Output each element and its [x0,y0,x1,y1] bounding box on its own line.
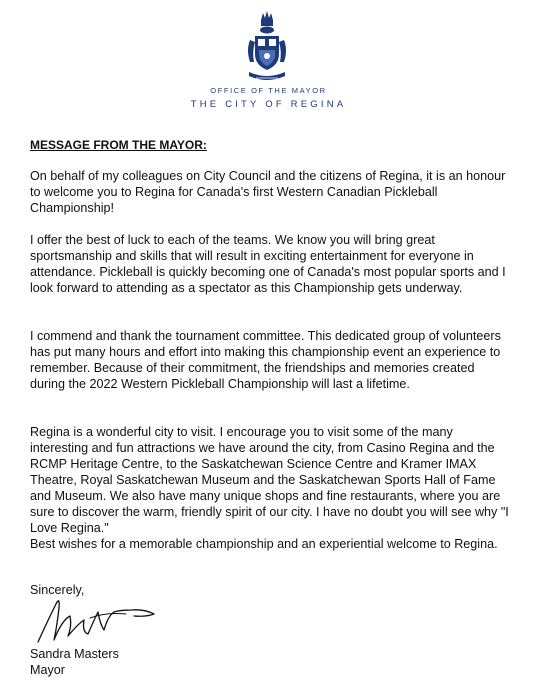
closing-text: Sincerely, [30,583,85,597]
letter-paragraph: I offer the best of luck to each of the teams. We know you will bring great sportsmanship and skills that will result in exciting entertainment for everyone in attendance. Pickleball is quickly becoming one of Canada's most popular sports and I look forward to attending as a spectator as this Championship gets underway. [30,233,506,295]
office-of-the-mayor-label: OFFICE OF THE MAYOR [210,86,327,95]
regina-coat-of-arms-icon [244,10,290,88]
signatory-name: Sandra Masters [30,647,119,661]
letter-paragraph: On behalf of my colleagues on City Council and the citizens of Regina, it is an honour to welcome you to Regina for Canada's first Western Canadian Pickleball Championship! [30,169,506,215]
letter-paragraph: I commend and thank the tournament committee. This dedicated group of volunteers has put many hours and effort into making this championship event an experience to remember. Because of their commitment, the friendships and memories created during the 2022 Western Pickleball Championship will last a lifetime. [30,329,501,391]
letter-paragraph: Best wishes for a memorable championship and an experiential welcome to Regina. [30,537,498,551]
letter-paragraph: Regina is a wonderful city to visit. I encourage you to visit some of the many interesting and fun attractions we have around the city, from Casino Regina and the RCMP Heritage Centre, to the Saskatchewan Science Centre and Kramer IMAX Theatre, Royal Saskatchewan Museum and the Saskatchewan Sports Hall of Fame and Museum. We also have many unique shops and fine restaurants, where you are sure to discover the warm, friendly spirit of our city. I have no doubt you will see why "I Love Regina." [30,425,509,535]
letterhead [0,0,537,120]
city-of-regina-label: THE CITY OF REGINA [190,99,347,110]
signatory-title: Mayor [30,663,65,677]
letter-heading: MESSAGE FROM THE MAYOR: [30,138,207,152]
handwritten-signature-icon [34,590,184,650]
